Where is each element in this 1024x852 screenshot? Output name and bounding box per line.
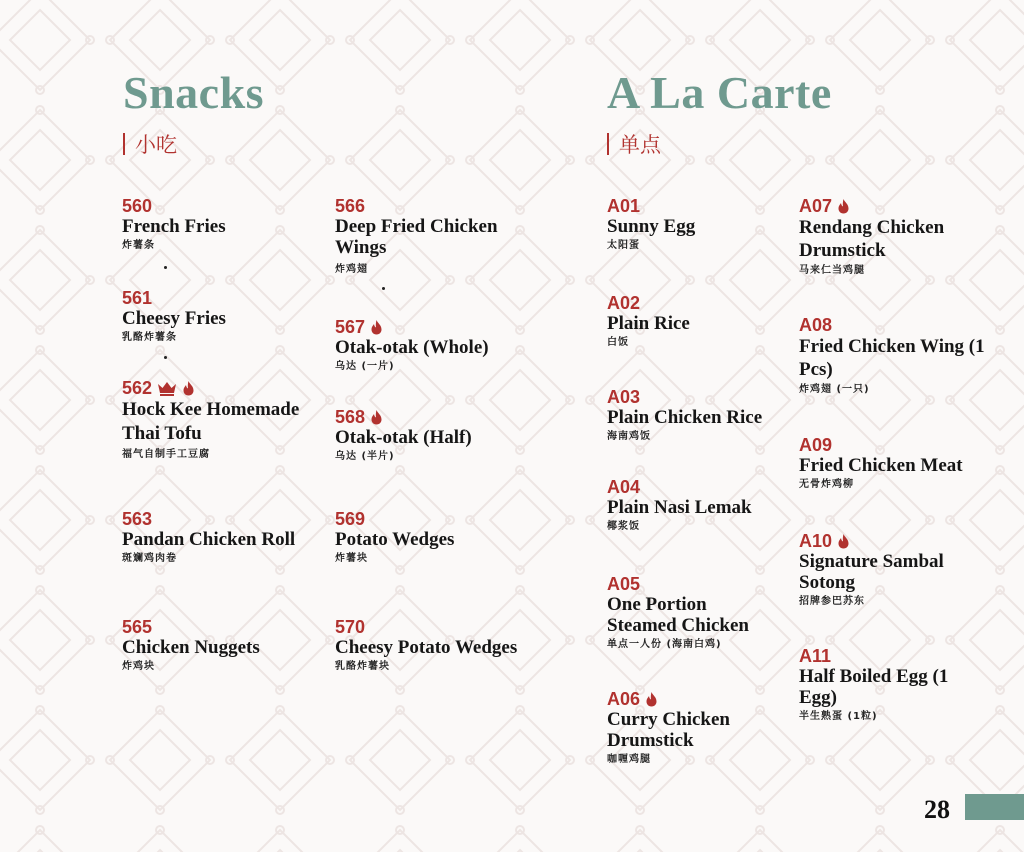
item-name-cn: 无骨炸鸡柳: [799, 479, 854, 490]
item-name: Plain Nasi Lemak: [607, 497, 752, 518]
item-name-cn: 招牌参巴苏东: [799, 596, 865, 607]
item-name: Plain Chicken Rice: [607, 407, 763, 428]
chili-flame-icon: [645, 691, 658, 707]
item-name: Half Boiled Egg (1 Egg): [799, 666, 949, 708]
item-name-cn: 马来仁当鸡腿: [799, 265, 865, 276]
page-number: 28: [924, 795, 950, 824]
item-name: Fried Chicken Wing (1 Pcs): [799, 336, 985, 380]
item-name-cn: 太阳蛋: [607, 240, 640, 251]
menu-item-A07: [799, 196, 984, 279]
item-code: 566: [335, 196, 366, 216]
item-name-cn: 椰浆饭: [607, 521, 640, 532]
item-name: Curry Chicken Drumstick: [607, 709, 730, 751]
item-name: Potato Wedges: [335, 529, 455, 550]
item-name-cn: 炸鸡块: [122, 661, 155, 672]
menu-item-569: [335, 509, 535, 567]
subtitle-divider: [607, 133, 609, 155]
item-code: A04: [607, 477, 641, 497]
item-code: A09: [799, 435, 833, 455]
item-name-cn: 半生熟蛋 (1粒): [799, 711, 878, 722]
item-name-cn: 乌达 (一片): [335, 361, 395, 372]
item-name-cn: 炸鸡翅 (一只): [799, 384, 870, 395]
item-name: French Fries: [122, 216, 226, 237]
item-name-cn: 炸薯块: [335, 553, 368, 564]
item-name-cn: 咖喱鸡腿: [607, 754, 651, 765]
menu-item-A04: [607, 477, 792, 535]
item-code: 570: [335, 617, 366, 637]
menu-item-A03: [607, 387, 792, 445]
menu-item-568: [335, 407, 535, 465]
item-name: Sunny Egg: [607, 216, 696, 237]
item-name: Otak-otak (Half): [335, 427, 472, 448]
menu-item-A06: [607, 689, 767, 768]
item-name: Signature Sambal Sotong: [799, 551, 944, 593]
item-code: A03: [607, 387, 641, 407]
snacks-title-cn: 小吃: [135, 133, 177, 157]
item-name: Plain Rice: [607, 313, 690, 334]
item-code: A05: [607, 574, 641, 594]
item-code: A06: [607, 689, 767, 709]
item-code: 565: [122, 617, 153, 637]
item-name: Hock Kee Homemade Thai Tofu: [122, 399, 300, 444]
menu-item-A10: [799, 531, 959, 610]
separator-dot: [164, 356, 167, 359]
separator-dot: [382, 287, 385, 290]
item-code: 568: [335, 407, 535, 427]
menu-item-A11: [799, 646, 959, 725]
item-name: Cheesy Potato Wedges: [335, 637, 518, 658]
snacks-section-title: Snacks: [123, 67, 265, 118]
item-name: Chicken Nuggets: [122, 637, 260, 658]
item-name-cn: 乳酪炸薯条: [122, 332, 177, 343]
menu-item-561: [122, 288, 322, 346]
item-code: A11: [799, 646, 832, 666]
item-code: 561: [122, 288, 153, 308]
item-code: A01: [607, 196, 641, 216]
alacarte-section-subtitle: [607, 133, 661, 156]
menu-item-A02: [607, 293, 787, 351]
snacks-section-subtitle: [123, 133, 177, 156]
item-name-cn: 单点一人份 (海南白鸡): [607, 639, 722, 650]
item-code: 560: [122, 196, 153, 216]
item-name-cn: 乳酪炸薯块: [335, 661, 390, 672]
item-name-cn: 乌达 (半片): [335, 451, 395, 462]
item-code: 567: [335, 317, 535, 337]
alacarte-section-title: A La Carte: [607, 67, 832, 118]
item-code: A07: [799, 196, 984, 216]
item-name: Fried Chicken Meat: [799, 455, 963, 476]
item-name-cn: 炸薯条: [122, 240, 155, 251]
item-name-cn: 斑斓鸡肉卷: [122, 553, 177, 564]
item-code: A02: [607, 293, 641, 313]
menu-item-A09: [799, 435, 999, 493]
item-code: A10: [799, 531, 959, 551]
menu-item-566: [335, 196, 505, 278]
subtitle-divider: [123, 133, 125, 155]
chili-flame-icon: [370, 409, 383, 425]
menu-item-560: [122, 196, 322, 254]
item-name: Rendang Chicken Drumstick: [799, 217, 945, 261]
menu-item-562: [122, 378, 327, 463]
chili-flame-icon: [837, 198, 850, 214]
item-code: 563: [122, 509, 153, 529]
item-code: A08: [799, 315, 833, 335]
item-name: One Portion Steamed Chicken: [607, 594, 749, 636]
chili-flame-icon: [837, 533, 850, 549]
item-name-cn: 炸鸡翅: [335, 264, 368, 275]
menu-item-567: [335, 317, 535, 375]
item-name: Deep Fried Chicken Wings: [335, 216, 498, 258]
menu-item-A01: [607, 196, 787, 254]
menu-item-A05: [607, 574, 777, 653]
menu-item-565: [122, 617, 322, 675]
item-code: 569: [335, 509, 366, 529]
item-name-cn: 海南鸡饭: [607, 431, 651, 442]
item-name-cn: 白饭: [607, 337, 629, 348]
menu-item-A08: [799, 315, 989, 398]
menu-item-563: [122, 509, 322, 567]
chili-flame-icon: [182, 380, 195, 396]
item-name: Otak-otak (Whole): [335, 337, 489, 358]
separator-dot: [164, 266, 167, 269]
item-name: Cheesy Fries: [122, 308, 226, 329]
menu-item-570: [335, 617, 555, 675]
chili-flame-icon: [370, 319, 383, 335]
item-name: Pandan Chicken Roll: [122, 529, 296, 550]
item-name-cn: 福气自制手工豆腐: [122, 449, 210, 460]
page-number-bar: [965, 794, 1024, 820]
item-code: 562: [122, 378, 327, 398]
crown-icon: [157, 380, 177, 396]
alacarte-title-cn: 单点: [619, 133, 661, 157]
